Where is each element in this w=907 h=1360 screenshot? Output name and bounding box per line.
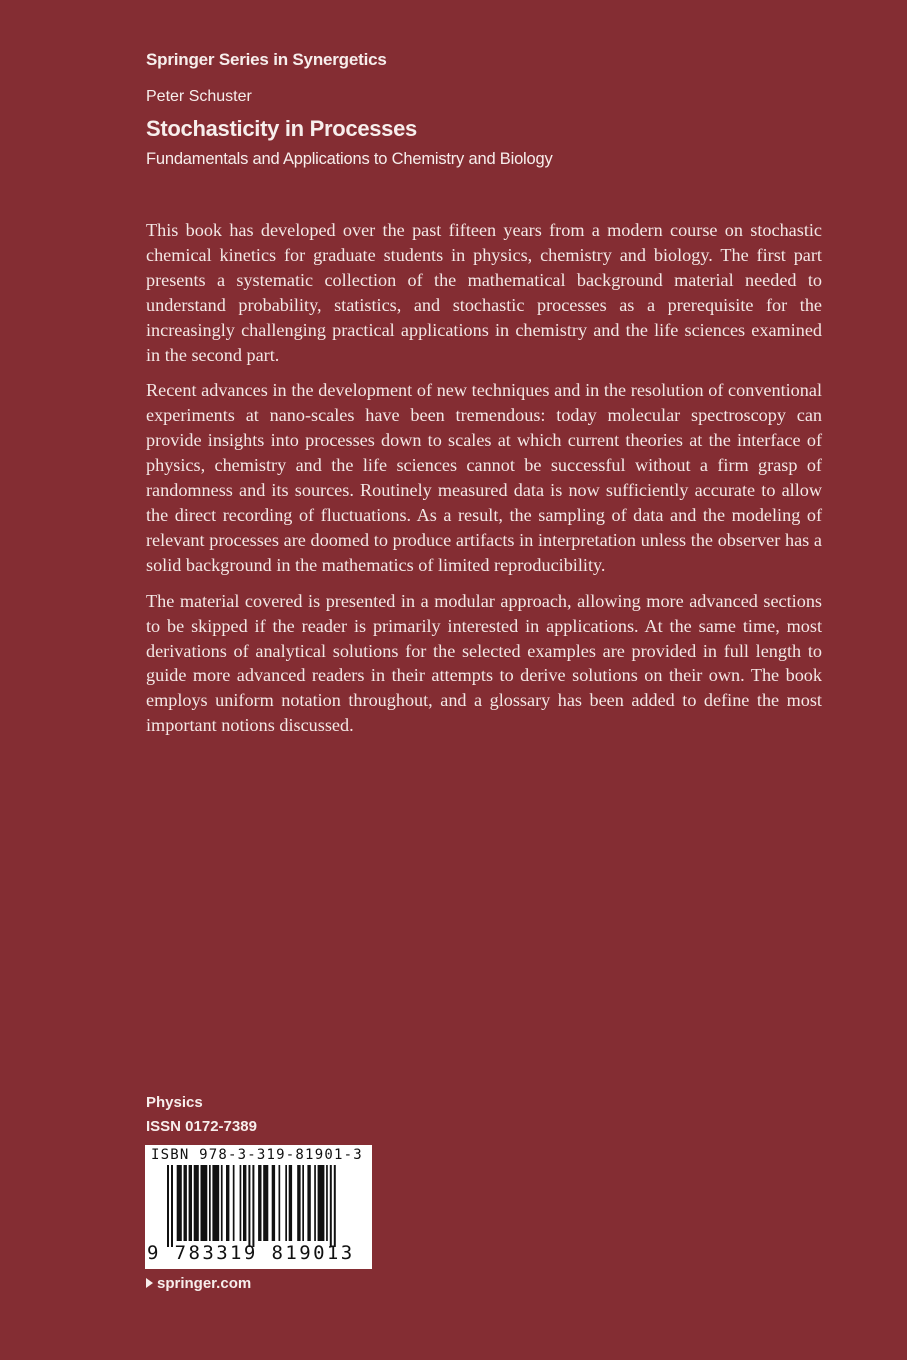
barcode-guard-bar: [334, 1165, 336, 1247]
barcode-bar: [177, 1165, 182, 1241]
blurb-paragraph: The material covered is presented in a modular approach, allowing more advanced sections to be skipped if the reader is primarily interested in applications. At the same time, most derivations of analytical solutions for the selected examples are provided in full length to guide more advanced readers in their attempts to derive solutions on their own. The book employs uniform notation throughout, and a glossary has been added to define the most important notions discussed.: [146, 590, 822, 736]
barcode-bar: [212, 1165, 219, 1241]
barcode-bar: [201, 1165, 208, 1241]
barcode-bar: [226, 1165, 229, 1241]
blurb-paragraph: Recent advances in the development of new techniques and in the resolution of conventional experiments at nano-scales have been tremendous: today molecular spectroscopy can provide insights into processes down to scales at which current theories at the interface of physics, chemistry and the life sciences cannot be successful without a firm grasp of randomness and its sources. Routinely measured data is now sufficiently accurate to allow the direct recording of fluctuations. As a result, the sampling of data and the modeling of relevant processes are doomed to produce artifacts in interpretation unless the observer has a solid background in the mathematics of limited reproducibility.: [146, 380, 822, 575]
issn-label: ISSN 0172-7389: [146, 1118, 257, 1135]
barcode-digits: 9 783319 819013: [147, 1242, 355, 1264]
barcode-bar: [307, 1165, 310, 1241]
barcode-bar: [314, 1165, 316, 1241]
barcode-bar: [209, 1165, 211, 1241]
barcode-bar: [243, 1165, 246, 1241]
blurb-paragraph: This book has developed over the past fifteen years from a modern course on stochastic chemical kinetics for graduate students in physics, chemistry and biology. The first part presents a systematic collection of the mathematical background material needed to understand probability, statistics, and stochastic processes as a prerequisite for the increasingly challenging practical applications in chemistry and the life sciences examined in the second part.: [146, 220, 822, 365]
barcode-guard-bar: [167, 1165, 169, 1247]
barcode-bar: [297, 1165, 300, 1241]
isbn-label: ISBN 978-3-319-81901-3: [151, 1147, 363, 1163]
author-name: Peter Schuster: [146, 88, 252, 105]
subject-label: Physics: [146, 1094, 203, 1111]
barcode-bar: [233, 1165, 235, 1241]
barcode-bar: [221, 1165, 223, 1241]
book-subtitle: Fundamentals and Applications to Chemistry and Biology: [146, 150, 553, 168]
barcode-bar: [302, 1165, 304, 1241]
barcode-bar: [318, 1165, 325, 1241]
blurb: [146, 218, 822, 749]
barcode-bar: [263, 1165, 268, 1241]
book-title: Stochasticity in Processes: [146, 116, 417, 141]
barcode-bar: [272, 1165, 275, 1241]
barcode-bar: [289, 1165, 292, 1241]
barcode-guard-bar: [330, 1165, 332, 1247]
barcode-bar: [240, 1165, 242, 1241]
publisher-website[interactable]: [146, 1275, 251, 1292]
barcode-bar: [326, 1165, 328, 1241]
barcode-bar: [258, 1165, 261, 1241]
barcode-bar: [184, 1165, 187, 1241]
barcode-bar: [279, 1165, 281, 1241]
barcode-guard-bar: [252, 1165, 254, 1247]
arrow-right-icon: [146, 1278, 153, 1288]
isbn-barcode: [145, 1145, 372, 1269]
barcode-bar: [194, 1165, 199, 1241]
barcode-bar: [189, 1165, 192, 1241]
barcode-guard-bar: [171, 1165, 173, 1247]
series-name: Springer Series in Synergetics: [146, 50, 387, 69]
website-label: springer.com: [157, 1275, 252, 1292]
barcode-bar: [285, 1165, 287, 1241]
barcode-guard-bar: [248, 1165, 250, 1247]
